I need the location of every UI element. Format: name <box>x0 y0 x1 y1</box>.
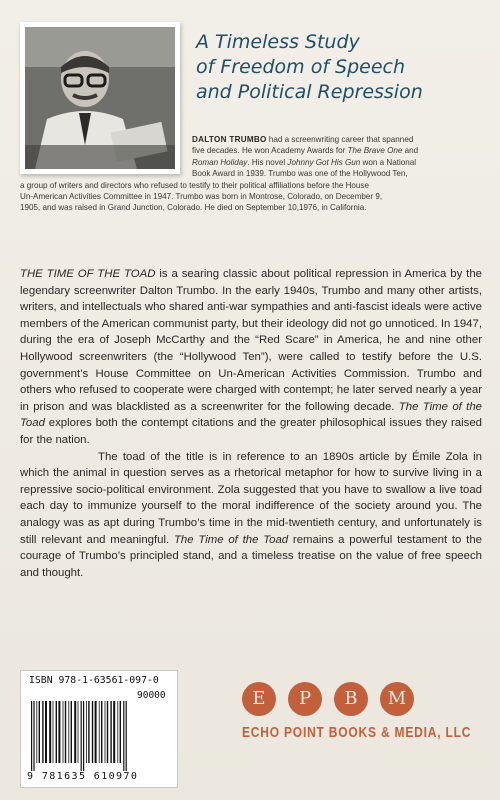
bio-text: won a National <box>360 157 417 167</box>
barcode-bar <box>123 701 124 771</box>
barcode-bar <box>63 701 64 763</box>
description-paragraph-2 <box>20 449 482 582</box>
logo-letter-m: M <box>380 682 414 716</box>
barcode-bar <box>74 701 76 763</box>
price-code: 90000 <box>137 690 166 701</box>
barcode-bar <box>86 701 87 763</box>
book-title: The Time of the Toad <box>20 400 482 430</box>
barcode-bar <box>68 701 69 763</box>
barcode-bar <box>81 701 82 771</box>
barcode-bar <box>95 701 97 763</box>
barcode-bar <box>58 701 60 763</box>
barcode-bar <box>78 701 79 763</box>
logo-letter-p: P <box>288 682 322 716</box>
bio-book-title: Johnny Got His Gun <box>287 157 361 167</box>
barcode-bar <box>117 701 118 763</box>
barcode-bar <box>42 701 43 763</box>
bio-line-5: a group of writers and directors who refused to testify to their political affiliations before the House <box>20 180 369 190</box>
bio-line-3 <box>192 157 482 168</box>
barcode-bar <box>71 701 72 763</box>
book-title: THE TIME OF THE TOAD <box>20 268 156 280</box>
barcode-bar <box>39 701 40 763</box>
bio-line-6: Un-American Activities Committee in 1947. Trumbo was born in Montrose, Colorado, on December 9, <box>20 192 383 202</box>
barcode-icon <box>29 701 171 771</box>
barcode-bar <box>36 701 37 763</box>
barcode-bar <box>56 701 57 763</box>
bio-line-2 <box>192 145 482 156</box>
isbn-label: ISBN 978-1-63561-097-0 <box>29 675 159 686</box>
bio-line-1 <box>192 134 482 145</box>
description-paragraph-1 <box>20 266 482 449</box>
barcode-box <box>20 670 178 788</box>
paragraph-text: The toad of the title is in reference to an 1890s article by Émile Zola in which the animal in question serves as a rhetorical metaphor for how to survive living in a repressive socio-political environment. Zola suggested that you have to swallow a live toad each day to immunize yourself to the moral indifference of the society around you. The analogy was as apt during Trumbo’s time in the mid-twentieth century, and unfortunately is still relevant and meaningful. <box>20 450 482 546</box>
barcode-bar <box>33 701 34 771</box>
paragraph-text: is a searing classic about political repression in America by the legendary screenwriter Dalton Trumbo. In the early 1940s, Trumbo and many other artists, writers, and intellectuals who shared anti-war sympathies and anti-fascist ideals were active members of the American communist party, but their ideology did not go unnoticed. In 1947, during the era of Joseph McCarthy and the “Red Scare” in America, he and nine other Hollywood screenwriters (the “Hollywood Ten”), were called to testify before the U.S. government’s House Committee on Un-American Activities Commission. Trumbo and others who refused to cooperate were charged with contempt; he later served nearly a year in prison and was blacklisted as a screenwriter for the following decade. <box>20 268 482 413</box>
barcode-bar <box>88 701 89 763</box>
barcode-bar <box>92 701 93 763</box>
barcode-bar <box>45 701 47 763</box>
bio-author-name: DALTON TRUMBO <box>192 135 267 144</box>
bio-film-title: The Brave One <box>347 146 403 156</box>
headline-line-2: of Freedom of Speech <box>196 56 406 78</box>
headline-line-3: and Political Repression <box>196 81 423 103</box>
paragraph-text: remains a powerful testament to the courage of Trumbo’s principled stand, and a timeless treatise on the value of free speech and thought. <box>20 533 482 579</box>
barcode-bar <box>120 701 121 763</box>
headline-line-1: A Timeless Study <box>196 31 360 53</box>
bio-film-title: Roman Holiday <box>192 157 248 167</box>
bio-text: and <box>402 146 419 156</box>
book-title: The Time of the Toad <box>173 533 289 546</box>
logo-letter-b: B <box>334 682 368 716</box>
headline <box>196 30 486 105</box>
bio-line-4: Book Award in 1939. Trumbo was one of the Hollywood Ten, <box>192 169 408 179</box>
publisher-logo <box>236 682 472 752</box>
author-bio <box>20 134 482 214</box>
logo-letter-e: E <box>242 682 276 716</box>
bio-line-7: 1905, and was raised in Grand Junction, Colorado. He died on September 10,1976, in California. <box>20 203 367 213</box>
bio-text: . His novel <box>247 157 288 167</box>
book-description <box>20 266 482 581</box>
barcode-bar <box>105 701 106 763</box>
barcode-bar <box>65 701 66 763</box>
barcode-bar <box>126 701 127 771</box>
barcode-bar <box>107 701 108 763</box>
bio-text: five decades. He won Academy Awards for <box>192 146 348 156</box>
bio-text: had a screenwriting career that spanned <box>266 135 414 144</box>
barcode-bar <box>101 701 102 763</box>
barcode-bar <box>99 701 100 763</box>
barcode-bar <box>53 701 54 763</box>
barcode-bar <box>83 701 84 771</box>
publisher-name: ECHO POINT BOOKS & MEDIA, LLC <box>242 724 472 741</box>
barcode-bar <box>110 701 111 763</box>
paragraph-text: explores both the contempt citations and the greater philosophical issues they raised for the nation. <box>20 417 482 446</box>
barcode-bar <box>31 701 32 771</box>
barcode-bar <box>49 701 51 763</box>
ean-number: 9 781635 610970 <box>27 771 139 782</box>
barcode-bar <box>113 701 115 763</box>
